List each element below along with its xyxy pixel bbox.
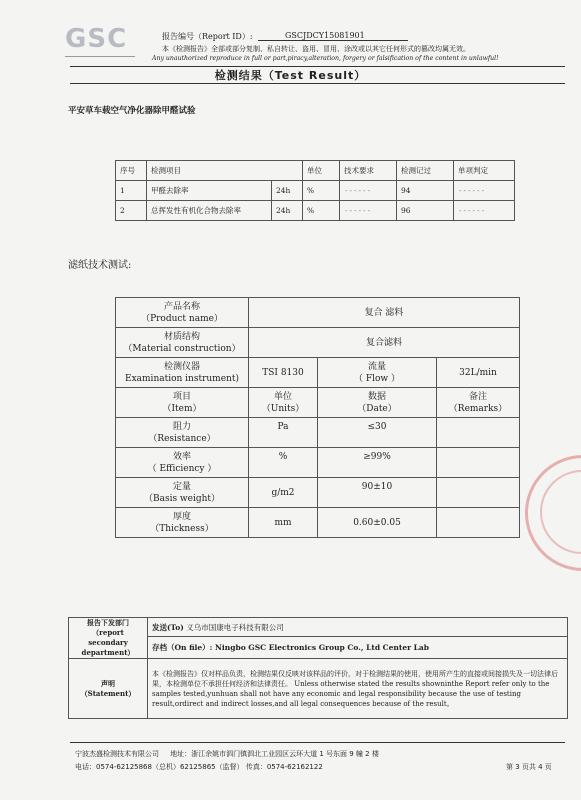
page-number: 第 3 页共 4 页 [506, 763, 552, 771]
section1-title: 平安草车载空气净化器除甲醛试验 [68, 106, 196, 116]
table-row [116, 448, 520, 478]
header-cell: 技术要求 [340, 161, 397, 181]
logo-underline [65, 56, 135, 57]
table-header-row [116, 161, 515, 181]
row-label: 阻力 （Resistance） [116, 418, 249, 448]
sent-to-cell: 发送(To) 义乌市国康电子科技有限公司 [148, 618, 568, 637]
cell-duration: 24h [272, 181, 303, 201]
page-title: 检测结果（Test Result） [214, 69, 367, 82]
table-row [116, 508, 520, 538]
row-remark [437, 448, 520, 478]
row-unit: Pa [249, 418, 318, 448]
statement-text: 本《检测报告》仅对样品负责，检测结果仅反映对该样品的评价，对于检测结果的使用，使用所产生的直接或间接损失及一切法律后果，本检测单位不承担任何经济和法律责任。 Unless otherwise stated the results showninthe Report refer only to the samples tested,yunhuan shall not have any economic and legal responsibility because the use of testing result,ordirect and indirect losses,and all legal consequences because of the result。 [148, 659, 568, 719]
material-label: 材质结构 （Material construction） [116, 328, 249, 358]
formaldehyde-table [115, 160, 515, 221]
gsc-logo: GSC [65, 24, 128, 54]
header-cell: 检测项目 [147, 161, 303, 181]
dept-label: 报告下发部门 （report secondary department） [69, 618, 148, 659]
col-item: 项目 （Item） [116, 388, 249, 418]
cell-judgement: ------ [454, 181, 515, 201]
col-units: 单位 （Units） [249, 388, 318, 418]
row-remark [437, 508, 520, 538]
cell-item: 甲醛去除率 [147, 181, 272, 201]
warning-en: Any unauthorized reproduce in full or part,piracy,alteration, forgery or falsification of the content in unlawful! [152, 55, 499, 62]
table-row [116, 418, 520, 448]
header-cell: 序号 [116, 161, 147, 181]
cell-index: 1 [116, 181, 147, 201]
warning-cn: 本《检测报告》全部或部分复制、私自转让、盗用、冒用、涂改或以其它任何形式的篡改均属无效。 [162, 45, 470, 53]
instrument-value: TSI 8130 [249, 358, 318, 388]
header-divider-bottom [70, 83, 565, 84]
header-cell: 单位 [303, 161, 340, 181]
cell-result: 94 [397, 181, 454, 201]
row-remark [437, 418, 520, 448]
row-unit: g/m2 [249, 478, 318, 508]
material-row [116, 328, 520, 358]
instrument-label: 检测仪器 Examination instrument) [116, 358, 249, 388]
flow-value: 32L/min [437, 358, 520, 388]
product-name-label: 产品名称 （Product name） [116, 298, 249, 328]
report-id-label: 报告编号（Report ID）: [162, 32, 253, 41]
table-row [116, 181, 515, 201]
cell-unit: % [303, 181, 340, 201]
cell-item: 总挥发性有机化合物去除率 [147, 201, 272, 221]
header-cell: 单项判定 [454, 161, 515, 181]
row-remark [437, 478, 520, 508]
statement-label: 声明 （Statement） [69, 659, 148, 719]
cell-judgement: ------ [454, 201, 515, 221]
cell-requirement: ------ [340, 181, 397, 201]
statement-row [69, 659, 568, 719]
row-value: 90±10 [318, 478, 437, 508]
product-name-value: 复合 滤料 [249, 298, 520, 328]
footer-company-address: 宁波杰盛检测技术有限公司 地址：浙江余姚市泗门镇泗北工业园区云环大道 1 号东面 9 幢 2 楼 [75, 750, 379, 758]
col-date: 数据 （Date） [318, 388, 437, 418]
section2-title: 滤纸技术测试: [68, 260, 132, 271]
row-unit: % [249, 448, 318, 478]
sent-to-row [69, 618, 568, 637]
column-header-row [116, 388, 520, 418]
col-remarks: 备注 （Remarks） [437, 388, 520, 418]
report-id-value: GSCJDCY15081901 [285, 31, 365, 40]
row-label: 效率 （ Efficiency ） [116, 448, 249, 478]
cell-requirement: ------ [340, 201, 397, 221]
row-value: ≤30 [318, 418, 437, 448]
row-label: 定量 （Basis weight） [116, 478, 249, 508]
row-label: 厚度 （Thickness） [116, 508, 249, 538]
table-row [116, 201, 515, 221]
row-value: ≥99% [318, 448, 437, 478]
material-value: 复合滤料 [249, 328, 520, 358]
product-name-row [116, 298, 520, 328]
report-id-underline [258, 40, 408, 41]
instrument-row [116, 358, 520, 388]
header-cell: 检测记过 [397, 161, 454, 181]
cell-duration: 24h [272, 201, 303, 221]
footer-phone: 电话：0574-62125868（总机）62125865（监督） 传真：0574-62162122 [75, 763, 323, 771]
flow-label: 流量 （ Flow ） [318, 358, 437, 388]
cell-unit: % [303, 201, 340, 221]
footer-divider [70, 742, 565, 743]
filter-test-table [115, 297, 520, 538]
table-row [116, 478, 520, 508]
row-value: 0.60±0.05 [318, 508, 437, 538]
cell-index: 2 [116, 201, 147, 221]
distribution-table [68, 617, 568, 719]
on-file-cell: 存档（On file）: Ningbo GSC Electronics Group Co., Ltd Center Lab [148, 637, 568, 659]
row-unit: mm [249, 508, 318, 538]
cell-result: 96 [397, 201, 454, 221]
